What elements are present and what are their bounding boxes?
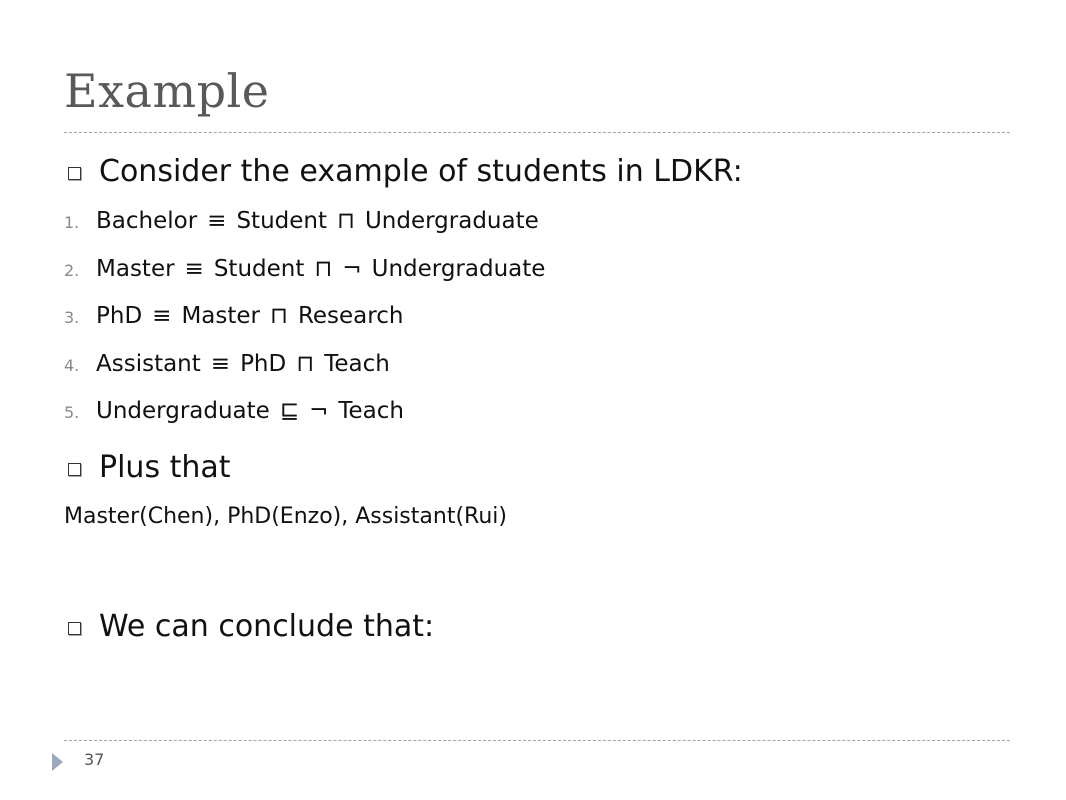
- title-divider: [64, 132, 1010, 133]
- axiom-lhs: Bachelor: [96, 208, 198, 234]
- axiom-concept-b: Teach: [324, 350, 390, 377]
- bullet-text: We can conclude that:: [99, 609, 435, 644]
- checkbox-bullet-icon: [68, 463, 81, 476]
- bullet-plus-that: [68, 450, 231, 485]
- axiom-concept-a: Student: [236, 208, 327, 234]
- axiom-concept-a: Master: [181, 303, 260, 329]
- bullet-text: Plus that: [99, 450, 231, 485]
- equivalence-symbol: ≡: [210, 350, 231, 377]
- checkbox-bullet-icon: [68, 622, 81, 635]
- page-number: 37: [84, 750, 105, 769]
- axiom-number: 5.: [64, 403, 80, 422]
- axiom-item: [64, 208, 545, 256]
- intersection-symbol: ⊓: [296, 350, 315, 377]
- intersection-symbol: ⊓: [314, 255, 333, 282]
- axiom-concept-b: Research: [297, 303, 404, 329]
- slide-title: Example: [64, 64, 270, 118]
- checkbox-bullet-icon: [68, 167, 81, 180]
- axiom-number: 4.: [64, 355, 80, 375]
- intersection-symbol: ⊓: [270, 303, 288, 329]
- axiom-lhs: PhD: [96, 303, 143, 329]
- axiom-item: [64, 303, 545, 351]
- axiom-item: [64, 398, 545, 446]
- footer-divider: [64, 740, 1010, 741]
- equivalence-symbol: ≡: [207, 208, 227, 234]
- bullet-text: Consider the example of students in LDKR:: [99, 154, 743, 189]
- axiom-number: 1.: [64, 213, 80, 232]
- negation-symbol: ¬: [309, 398, 329, 424]
- axiom-concept-b: Teach: [338, 398, 404, 424]
- axiom-number: 2.: [64, 260, 80, 280]
- assertion-facts: Master(Chen), PhD(Enzo), Assistant(Rui): [64, 504, 507, 529]
- triangle-marker-icon: [52, 753, 63, 771]
- equivalence-symbol: ≡: [152, 303, 172, 329]
- equivalence-symbol: ≡: [184, 255, 204, 282]
- axiom-concept-a: Student: [213, 255, 305, 282]
- axiom-concept-b: Undergraduate: [364, 208, 539, 234]
- axiom-number: 3.: [64, 308, 80, 327]
- axiom-concept-b: Undergraduate: [371, 255, 546, 282]
- negation-symbol: ¬: [342, 255, 362, 282]
- intersection-symbol: ⊓: [337, 208, 355, 234]
- axiom-lhs: Undergraduate: [96, 398, 270, 424]
- axiom-item: [64, 256, 545, 304]
- axiom-lhs: Master: [96, 255, 175, 282]
- bullet-consider: [68, 154, 743, 189]
- axiom-lhs: Assistant: [96, 350, 201, 377]
- axiom-concept-a: PhD: [240, 350, 287, 377]
- axiom-list: [64, 208, 545, 446]
- subsumption-symbol: ⊑: [279, 398, 300, 424]
- bullet-conclude: [68, 609, 435, 644]
- axiom-item: [64, 351, 545, 399]
